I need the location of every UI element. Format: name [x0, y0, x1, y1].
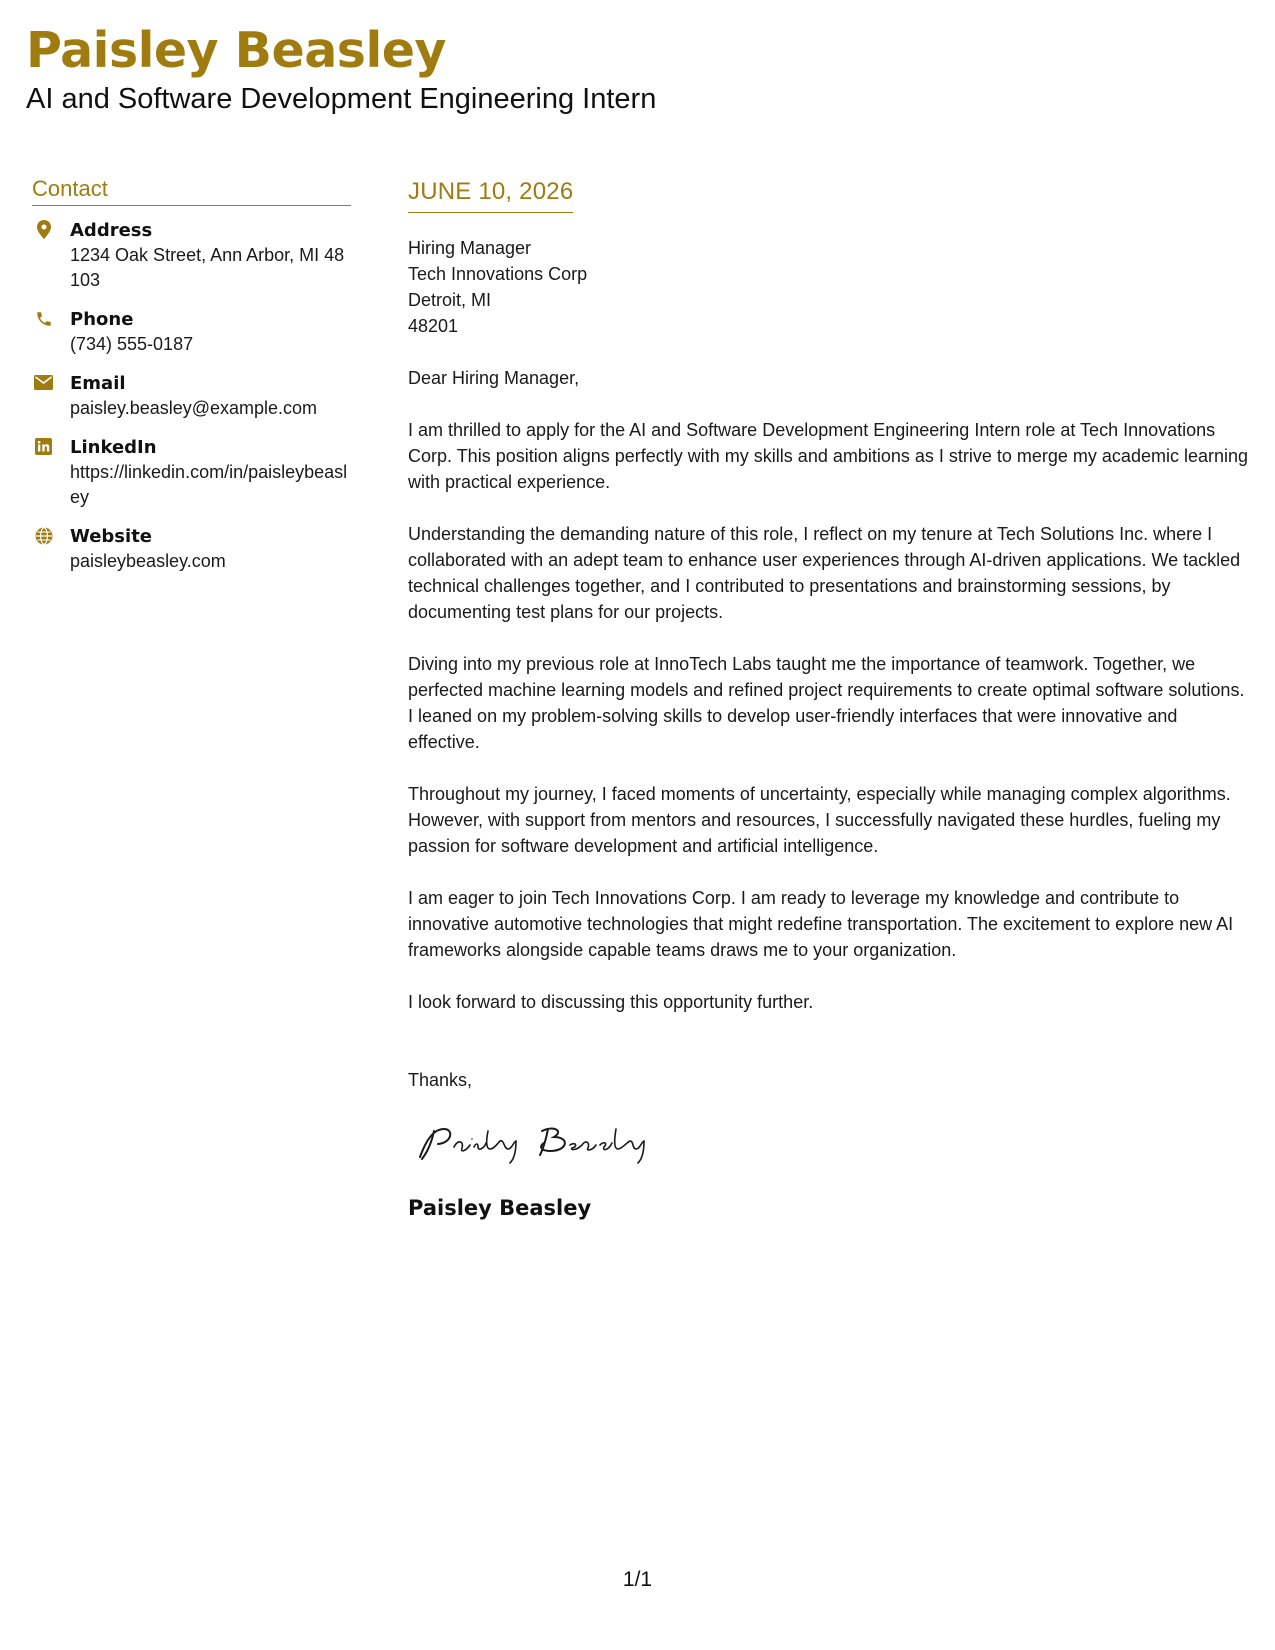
- recipient-line: Hiring Manager: [408, 237, 532, 258]
- letter-date: JUNE 10, 2026: [408, 178, 573, 213]
- letter-paragraph: I am eager to join Tech Innovations Corp. I am ready to leverage my knowledge and contribute to innovative automotive technologies that might redefine transportation. The excitement to explore new AI frameworks alongside capable teams draws me to your organization.: [408, 887, 1234, 960]
- contact-heading: Contact: [32, 176, 351, 206]
- handwritten-signature: [414, 1117, 1253, 1170]
- candidate-name: Paisley Beasley: [26, 22, 446, 79]
- contact-phone: [32, 307, 351, 357]
- page-number: 1/1: [622, 1568, 653, 1591]
- contact-value: https://linkedin.com/in/paisleybeasley: [70, 462, 348, 508]
- phone-icon: [34, 309, 53, 328]
- contact-value: paisleybeasley.com: [70, 551, 226, 572]
- letter-paragraph: I am thrilled to apply for the AI and Software Development Engineering Intern role at Tech Innovations Corp. This position aligns perfectly with my skills and ambitions as I strive to merge my academic learning with practical experience.: [408, 419, 1249, 492]
- contact-linkedin: [32, 435, 351, 510]
- contact-label: LinkedIn: [70, 437, 157, 459]
- recipient-block: [408, 235, 1253, 339]
- contact-value: paisley.beasley@example.com: [70, 398, 318, 419]
- letter-paragraph: Throughout my journey, I faced moments of uncertainty, especially while managing complex algorithms. However, with support from mentors and resources, I successfully navigated these hurdles, fueling my passion for software development and artificial intelligence.: [408, 783, 1231, 856]
- letter-body: [408, 178, 1253, 1221]
- contact-website: [32, 524, 351, 574]
- letter-paragraph: I look forward to discussing this opportunity further.: [408, 991, 814, 1012]
- contact-label: Email: [70, 373, 126, 395]
- recipient-line: 48201: [408, 315, 459, 336]
- globe-icon: [34, 526, 53, 545]
- recipient-line: Detroit, MI: [408, 289, 492, 310]
- linkedin-icon: [34, 437, 53, 456]
- contact-email: [32, 371, 351, 421]
- envelope-icon: [34, 373, 53, 392]
- contact-sidebar: [32, 176, 351, 588]
- contact-label: Address: [70, 220, 153, 242]
- contact-value: (734) 555-0187: [70, 334, 194, 355]
- letter-paragraph: Understanding the demanding nature of this role, I reflect on my tenure at Tech Solutions Inc. where I collaborated with an adept team to enhance user experiences through AI-driven applications. We tackled technical challenges together, and I contributed to presentations and brainstorming sessions, by documenting test plans for our projects.: [408, 523, 1241, 622]
- contact-address: [32, 218, 351, 293]
- contact-label: Website: [70, 526, 153, 548]
- contact-list: [32, 218, 351, 574]
- closing: Thanks,: [408, 1069, 473, 1090]
- contact-value: 1234 Oak Street, Ann Arbor, MI 48103: [70, 245, 345, 291]
- letter-paragraph: Diving into my previous role at InnoTech Labs taught me the importance of teamwork. Together, we perfected machine learning models and refined project requirements to create optimal software solutions. I leaned on my problem-solving skills to develop user-friendly interfaces that were innovative and effective.: [408, 653, 1245, 752]
- candidate-role: AI and Software Development Engineering Intern: [26, 83, 657, 115]
- contact-label: Phone: [70, 309, 134, 331]
- signed-name: Paisley Beasley: [408, 1195, 592, 1220]
- recipient-line: Tech Innovations Corp: [408, 263, 588, 284]
- map-pin-icon: [34, 220, 53, 239]
- salutation: Dear Hiring Manager,: [408, 367, 580, 388]
